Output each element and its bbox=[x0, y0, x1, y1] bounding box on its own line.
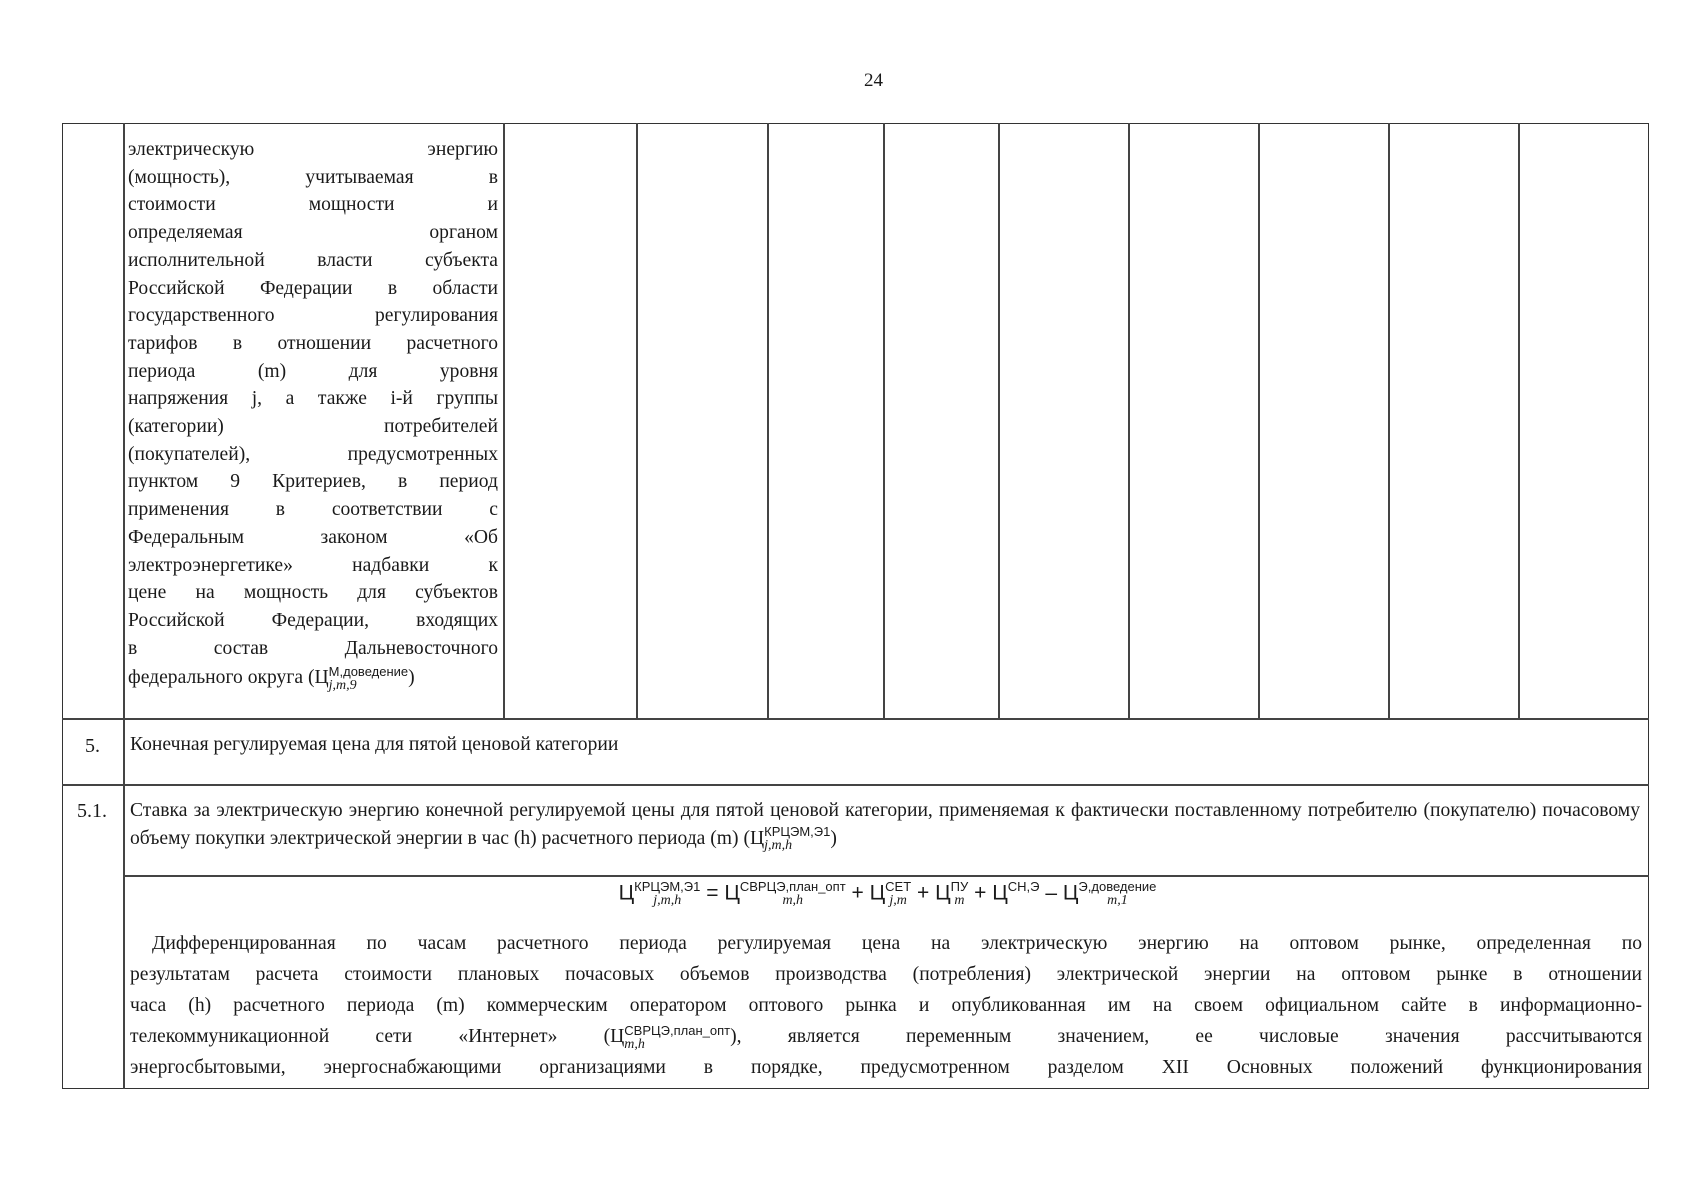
symbol-base: Ц bbox=[314, 667, 329, 689]
col-divider bbox=[1128, 123, 1130, 720]
row-title: Конечная регулируемая цена для пятой ценовой категории bbox=[130, 734, 619, 755]
text-line: тарифов в отношении расчетного bbox=[128, 332, 498, 354]
text-line: применения в соответствии с bbox=[128, 499, 498, 521]
symbol-subscript: j,m,9 bbox=[328, 677, 357, 693]
formula-term bbox=[724, 880, 845, 908]
text-line: электроэнергетике» надбавки к bbox=[128, 554, 498, 576]
symbol-base: Ц bbox=[724, 881, 740, 905]
text-line: Российской Федерации, входящих bbox=[128, 609, 498, 631]
text-line: Российской Федерации в области bbox=[128, 277, 498, 299]
text-line: исполнительной власти субъекта bbox=[128, 249, 498, 271]
text-line: (покупателей), предусмотренных bbox=[128, 443, 498, 465]
col-divider bbox=[767, 123, 769, 720]
symbol-base: Ц bbox=[610, 1026, 625, 1047]
formula-term bbox=[1063, 880, 1157, 908]
text-line: определяемая органом bbox=[128, 222, 498, 244]
symbol-superscript: КРЦЭМ,Э1 bbox=[634, 879, 701, 894]
symbol-subscript bbox=[1008, 894, 1040, 908]
col-divider bbox=[1518, 123, 1520, 720]
symbol-superscript: СН,Э bbox=[1007, 879, 1040, 894]
text-line: цене на мощность для субъектов bbox=[128, 582, 498, 604]
text-line: Федеральным законом «Об bbox=[128, 526, 498, 548]
text-fragment: Ставка за электрическую энергию конечной регулируемой цены для пятой ценовой категории, применяемая к фактически поставленному потребителю (покупателю) почасовому объему покупки электрической энергии в час (h) расчетного периода (m) ( bbox=[130, 800, 1640, 849]
symbol-subscript: m bbox=[954, 893, 965, 908]
symbol-superscript: СВРЦЭ,план_опт bbox=[739, 879, 846, 894]
operator: + bbox=[917, 881, 930, 905]
symbol-base: Ц bbox=[935, 881, 951, 905]
price-symbol bbox=[750, 825, 830, 854]
formula-description bbox=[130, 928, 1642, 1083]
symbol-subscript: j,m,h bbox=[653, 893, 682, 908]
formula-term bbox=[992, 880, 1039, 908]
operator: = bbox=[706, 881, 719, 905]
row-title bbox=[130, 797, 1640, 853]
text-line: государственного регулирования bbox=[128, 305, 498, 327]
text-line-with-symbol bbox=[128, 664, 498, 693]
text-fragment: ) bbox=[408, 667, 415, 689]
row-divider bbox=[62, 718, 1649, 720]
text-line: электрическую энергию bbox=[128, 139, 498, 160]
operator: + bbox=[974, 881, 987, 905]
symbol-subscript: m,1 bbox=[1107, 893, 1128, 908]
text-line: часа (h) расчетного периода (m) коммерческим оператором оптового рынка и опубликованная им на своем официальном сайте в информационно- bbox=[130, 995, 1642, 1016]
formula-term bbox=[619, 880, 701, 908]
row-number: 5.1. bbox=[77, 800, 107, 822]
text-fragment: телекоммуникационной сети «Интернет» ( bbox=[130, 1026, 611, 1047]
text-line: Дифференцированная по часам расчетного периода регулируемая цена на электрическую энергию на оптовом рынке, определенная по bbox=[152, 933, 1642, 954]
text-line: результатам расчета стоимости плановых почасовых объемов производства (потребления) электрической энергии на оптовом рынке в отношении bbox=[130, 964, 1642, 985]
text-line: напряжения j, а также i-й группы bbox=[128, 388, 498, 410]
symbol-subscript: j,m bbox=[889, 893, 907, 908]
symbol-base: Ц bbox=[869, 881, 886, 905]
col-divider bbox=[503, 123, 505, 720]
symbol-superscript: Э,доведение bbox=[1078, 879, 1157, 894]
price-formula bbox=[130, 880, 1645, 908]
page-number: 24 bbox=[864, 70, 883, 91]
row-divider bbox=[62, 784, 1649, 786]
symbol-base: Ц bbox=[992, 881, 1008, 905]
formula-term bbox=[935, 880, 968, 908]
col-divider bbox=[1388, 123, 1390, 720]
operator: + bbox=[851, 881, 864, 905]
text-fragment: федерального округа ( bbox=[128, 667, 315, 689]
col-divider bbox=[998, 123, 1000, 720]
symbol-subscript: m,h bbox=[782, 893, 804, 908]
text-line: стоимости мощности и bbox=[128, 194, 498, 216]
symbol-superscript: ПУ bbox=[950, 879, 969, 894]
row-divider bbox=[123, 875, 1649, 877]
col-divider bbox=[123, 123, 125, 1089]
formula-term bbox=[870, 880, 912, 908]
text-line: пунктом 9 Критериев, в период bbox=[128, 471, 498, 493]
text-line: (категории) потребителей bbox=[128, 416, 498, 438]
col-divider bbox=[883, 123, 885, 720]
text-line: в состав Дальневосточного bbox=[128, 637, 498, 659]
text-line: периода (m) для уровня bbox=[128, 360, 498, 382]
text-line: энергосбытовыми, энергоснабжающими организациями в порядке, предусмотренном разделом XII Основных положений функционирования bbox=[130, 1057, 1642, 1078]
price-symbol bbox=[610, 1021, 730, 1052]
text-fragment: ) bbox=[830, 827, 837, 849]
symbol-superscript: СВРЦЭ,план_опт bbox=[624, 1022, 731, 1038]
col-divider bbox=[1258, 123, 1260, 720]
text-fragment: ), является переменным значением, ее числовые значения рассчитываются bbox=[730, 1026, 1643, 1047]
row-number: 5. bbox=[85, 735, 100, 757]
symbol-superscript: М,доведение bbox=[328, 663, 409, 679]
col-divider bbox=[636, 123, 638, 720]
symbol-base: Ц bbox=[749, 827, 765, 849]
symbol-base: Ц bbox=[1062, 881, 1079, 905]
symbol-subscript: m,h bbox=[624, 1036, 645, 1052]
text-line-with-symbol bbox=[130, 1021, 1642, 1052]
symbol-base: Ц bbox=[618, 881, 635, 905]
symbol-superscript: КРЦЭМ,Э1 bbox=[764, 824, 831, 840]
text-line: (мощность), учитываемая в bbox=[128, 166, 498, 188]
operator: – bbox=[1045, 881, 1058, 905]
row-continued-text bbox=[128, 136, 498, 693]
symbol-subscript: j,m,h bbox=[764, 838, 793, 854]
price-symbol bbox=[315, 664, 409, 693]
symbol-superscript: СЕТ bbox=[885, 879, 912, 894]
